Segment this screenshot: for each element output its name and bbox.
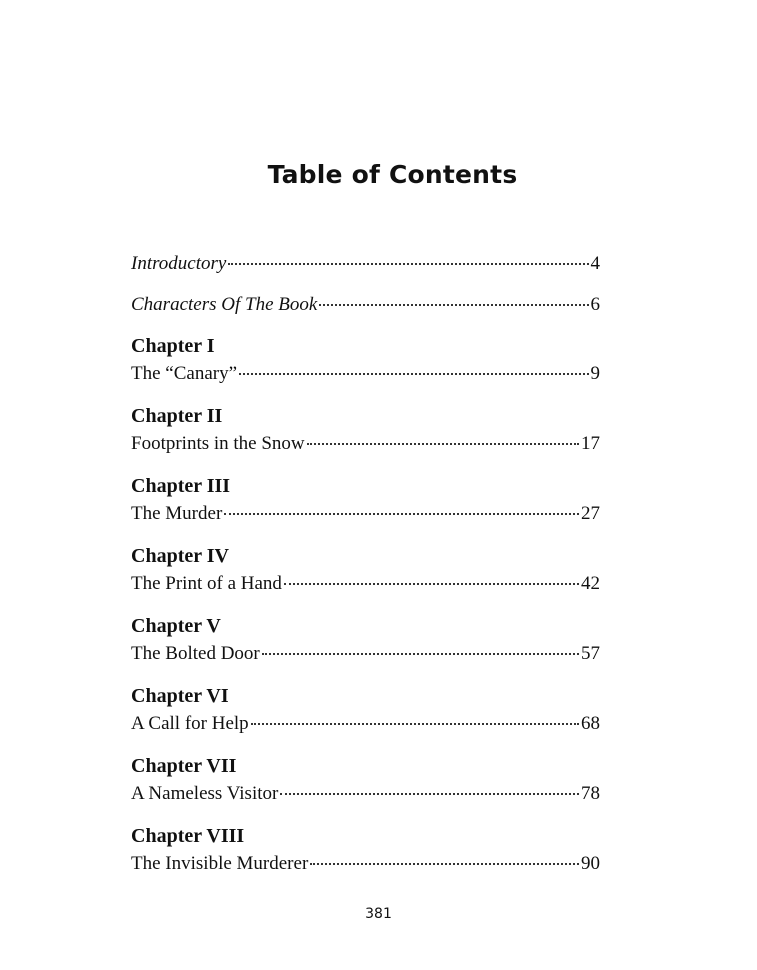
toc-entry[interactable] bbox=[131, 570, 600, 598]
dot-leader bbox=[262, 648, 579, 655]
toc-page-number: 27 bbox=[581, 503, 600, 524]
chapter-entry-6 bbox=[131, 682, 600, 738]
toc-page-number: 6 bbox=[590, 294, 600, 315]
toc-entry[interactable] bbox=[131, 780, 600, 808]
toc-page-number: 9 bbox=[590, 363, 600, 384]
chapter-heading: Chapter VI bbox=[131, 685, 229, 707]
chapter-heading: Chapter II bbox=[131, 405, 223, 427]
chapter-title: The Murder bbox=[131, 503, 223, 524]
chapter-title: A Nameless Visitor bbox=[131, 783, 279, 804]
chapter-entry-3 bbox=[131, 472, 600, 528]
toc-entry[interactable] bbox=[131, 500, 600, 528]
chapter-entry-1 bbox=[131, 332, 600, 388]
chapter-title: A Call for Help bbox=[131, 713, 249, 734]
toc-entry[interactable] bbox=[131, 850, 600, 878]
toc-entry-label: Characters Of The Book bbox=[131, 294, 318, 315]
chapter-entry-8 bbox=[131, 822, 600, 878]
dot-leader bbox=[251, 718, 579, 725]
dot-leader bbox=[310, 858, 579, 865]
toc-entry-introductory[interactable] bbox=[131, 250, 600, 278]
dot-leader bbox=[319, 299, 588, 306]
dot-leader bbox=[239, 368, 588, 375]
page-number: 381 bbox=[365, 906, 392, 922]
toc-entry-characters[interactable] bbox=[131, 291, 600, 319]
toc-page-number: 57 bbox=[581, 643, 600, 664]
toc-page-number: 90 bbox=[581, 853, 600, 874]
toc-page-number: 78 bbox=[581, 783, 600, 804]
chapter-heading: Chapter I bbox=[131, 335, 215, 357]
page-title: Table of Contents bbox=[267, 160, 518, 189]
chapter-title: The Invisible Murderer bbox=[131, 853, 309, 874]
dot-leader bbox=[228, 258, 588, 265]
chapter-heading: Chapter VIII bbox=[131, 825, 245, 847]
dot-leader bbox=[284, 578, 579, 585]
chapter-heading: Chapter V bbox=[131, 615, 221, 637]
toc-entry[interactable] bbox=[131, 710, 600, 738]
toc-entry[interactable] bbox=[131, 360, 600, 388]
toc-page-number: 4 bbox=[590, 253, 600, 274]
chapter-title: The Print of a Hand bbox=[131, 573, 282, 594]
chapter-entry-4 bbox=[131, 542, 600, 598]
chapter-heading: Chapter IV bbox=[131, 545, 229, 567]
chapter-entry-2 bbox=[131, 402, 600, 458]
chapter-entry-5 bbox=[131, 612, 600, 668]
dot-leader bbox=[307, 438, 579, 445]
chapter-heading: Chapter VII bbox=[131, 755, 237, 777]
dot-leader bbox=[280, 788, 579, 795]
chapter-heading: Chapter III bbox=[131, 475, 231, 497]
toc-entry[interactable] bbox=[131, 640, 600, 668]
chapter-entry-7 bbox=[131, 752, 600, 808]
chapter-title: The Bolted Door bbox=[131, 643, 260, 664]
dot-leader bbox=[224, 508, 579, 515]
toc-entry-label: Introductory bbox=[131, 253, 227, 274]
toc-page-number: 17 bbox=[581, 433, 600, 454]
toc-page-number: 42 bbox=[581, 573, 600, 594]
toc-entry[interactable] bbox=[131, 430, 600, 458]
chapter-title: Footprints in the Snow bbox=[131, 433, 305, 454]
table-of-contents bbox=[131, 250, 600, 878]
chapter-title: The “Canary” bbox=[131, 363, 238, 384]
toc-page-number: 68 bbox=[581, 713, 600, 734]
